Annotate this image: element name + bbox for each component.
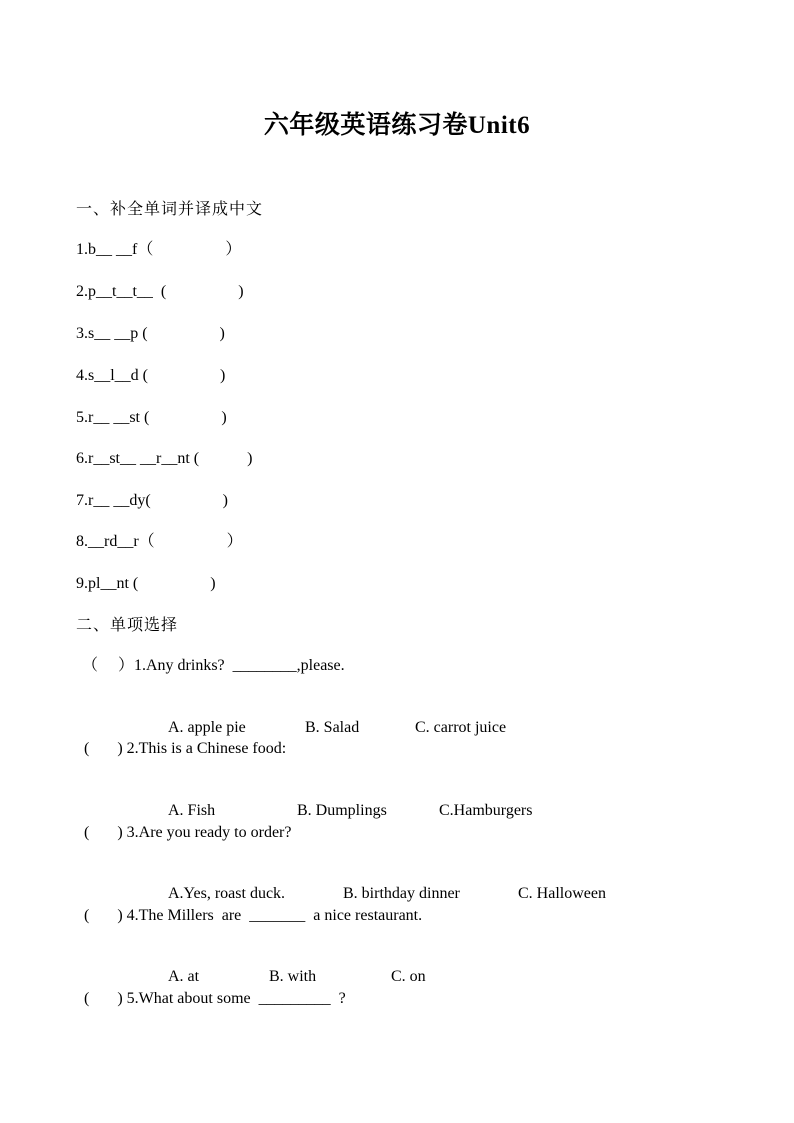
question-2-option-b: B. Dumplings <box>297 802 387 819</box>
fill-word-item-4: 4.s__l__d ( ) <box>76 367 226 384</box>
fill-word-item-1: 1.b__ __f（ ） <box>76 241 242 258</box>
question-3-option-a: A.Yes, roast duck. <box>168 885 286 902</box>
question-4-stem: ( ) 4.The Millers are _______ a nice restaurant. <box>84 907 423 924</box>
question-3-option-c: C. Halloween <box>518 885 606 902</box>
fill-word-item-5: 5.r__ __st ( ) <box>76 409 227 426</box>
question-4-option-c: C. on <box>391 968 426 985</box>
fill-word-item-6: 6.r__st__ __r__nt ( ) <box>76 450 253 467</box>
question-4-options <box>160 947 426 987</box>
fill-word-item-2: 2.p__t__t__ ( ) <box>76 283 244 300</box>
fill-word-item-9: 9.pl__nt ( ) <box>76 575 216 592</box>
question-4-option-a: A. at <box>168 968 200 985</box>
page-title: 六年级英语练习卷Unit6 <box>263 112 531 139</box>
question-1-options <box>160 698 506 738</box>
fill-word-item-7: 7.r__ __dy( ) <box>76 492 228 509</box>
question-2-option-a: A. Fish <box>168 802 216 819</box>
section2-heading: 二、单项选择 <box>76 615 179 634</box>
question-2-option-c: C.Hamburgers <box>439 802 533 819</box>
question-2-stem: ( ) 2.This is a Chinese food: <box>84 740 287 757</box>
question-1-stem: （ ）1.Any drinks? ________,please. <box>82 657 345 674</box>
question-3-options <box>160 864 606 904</box>
fill-word-item-8: 8.__rd__r（ ） <box>76 533 243 550</box>
fill-word-item-3: 3.s__ __p ( ) <box>76 325 225 342</box>
question-5-stem: ( ) 5.What about some _________ ? <box>84 990 346 1007</box>
question-3-stem: ( ) 3.Are you ready to order? <box>84 824 292 841</box>
question-2-options <box>160 781 532 821</box>
section1-heading: 一、补全单词并译成中文 <box>76 199 264 218</box>
question-1-option-a: A. apple pie <box>168 719 246 736</box>
question-3-option-b: B. birthday dinner <box>343 885 460 902</box>
question-4-option-b: B. with <box>269 968 317 985</box>
question-1-option-c: C. carrot juice <box>415 719 507 736</box>
question-1-option-b: B. Salad <box>305 719 360 736</box>
